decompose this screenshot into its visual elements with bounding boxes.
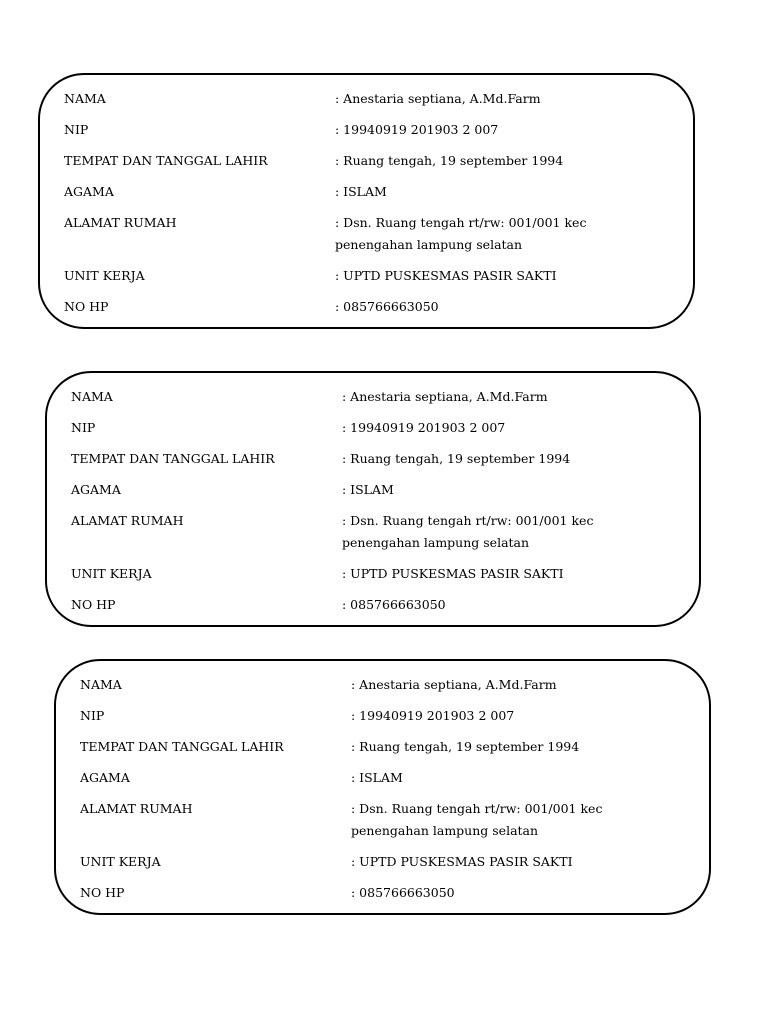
field-label-agama: AGAMA bbox=[71, 482, 121, 497]
field-label-ttl: TEMPAT DAN TANGGAL LAHIR bbox=[80, 739, 284, 754]
field-label-agama: AGAMA bbox=[64, 184, 114, 199]
field-label-nama: NAMA bbox=[64, 91, 106, 106]
field-value-alamat-line2: penengahan lampung selatan bbox=[351, 823, 539, 838]
field-value-unit-kerja: : UPTD PUSKESMAS PASIR SAKTI bbox=[342, 566, 564, 581]
field-value-alamat bbox=[351, 801, 602, 839]
field-label-nip: NIP bbox=[64, 122, 89, 137]
field-value-nip: : 19940919 201903 2 007 bbox=[342, 420, 506, 435]
field-value-nip: : 19940919 201903 2 007 bbox=[351, 708, 515, 723]
field-value-alamat-line1: : Dsn. Ruang tengah rt/rw: 001/001 kec bbox=[335, 215, 587, 230]
field-label-unit-kerja: UNIT KERJA bbox=[71, 566, 152, 581]
field-value-nama: : Anestaria septiana, A.Md.Farm bbox=[335, 91, 541, 106]
field-value-nip: : 19940919 201903 2 007 bbox=[335, 122, 499, 137]
field-value-agama: : ISLAM bbox=[351, 770, 403, 785]
field-label-no-hp: NO HP bbox=[80, 885, 125, 900]
field-value-alamat-line2: penengahan lampung selatan bbox=[335, 237, 523, 252]
field-value-alamat-line1: : Dsn. Ruang tengah rt/rw: 001/001 kec bbox=[342, 513, 594, 528]
field-label-alamat: ALAMAT RUMAH bbox=[64, 215, 177, 230]
field-value-unit-kerja: : UPTD PUSKESMAS PASIR SAKTI bbox=[351, 854, 573, 869]
field-value-alamat bbox=[342, 513, 593, 551]
field-value-alamat bbox=[335, 215, 586, 253]
id-card-1 bbox=[38, 73, 695, 329]
field-label-nip: NIP bbox=[80, 708, 105, 723]
field-label-ttl: TEMPAT DAN TANGGAL LAHIR bbox=[64, 153, 268, 168]
field-value-agama: : ISLAM bbox=[342, 482, 394, 497]
field-value-no-hp: : 085766663050 bbox=[342, 597, 446, 612]
field-label-nip: NIP bbox=[71, 420, 96, 435]
field-value-nama: : Anestaria septiana, A.Md.Farm bbox=[351, 677, 557, 692]
field-value-ttl: : Ruang tengah, 19 september 1994 bbox=[351, 739, 580, 754]
field-label-alamat: ALAMAT RUMAH bbox=[71, 513, 184, 528]
field-label-ttl: TEMPAT DAN TANGGAL LAHIR bbox=[71, 451, 275, 466]
field-label-alamat: ALAMAT RUMAH bbox=[80, 801, 193, 816]
field-value-unit-kerja: : UPTD PUSKESMAS PASIR SAKTI bbox=[335, 268, 557, 283]
field-value-alamat-line1: : Dsn. Ruang tengah rt/rw: 001/001 kec bbox=[351, 801, 603, 816]
field-label-unit-kerja: UNIT KERJA bbox=[80, 854, 161, 869]
field-label-nama: NAMA bbox=[80, 677, 122, 692]
field-label-agama: AGAMA bbox=[80, 770, 130, 785]
id-card-3 bbox=[54, 659, 711, 915]
field-value-no-hp: : 085766663050 bbox=[335, 299, 439, 314]
field-value-nama: : Anestaria septiana, A.Md.Farm bbox=[342, 389, 548, 404]
field-label-unit-kerja: UNIT KERJA bbox=[64, 268, 145, 283]
field-label-no-hp: NO HP bbox=[71, 597, 116, 612]
field-value-no-hp: : 085766663050 bbox=[351, 885, 455, 900]
field-label-no-hp: NO HP bbox=[64, 299, 109, 314]
field-value-ttl: : Ruang tengah, 19 september 1994 bbox=[335, 153, 564, 168]
field-value-ttl: : Ruang tengah, 19 september 1994 bbox=[342, 451, 571, 466]
field-value-alamat-line2: penengahan lampung selatan bbox=[342, 535, 530, 550]
field-value-agama: : ISLAM bbox=[335, 184, 387, 199]
field-label-nama: NAMA bbox=[71, 389, 113, 404]
id-card-2 bbox=[45, 371, 701, 627]
